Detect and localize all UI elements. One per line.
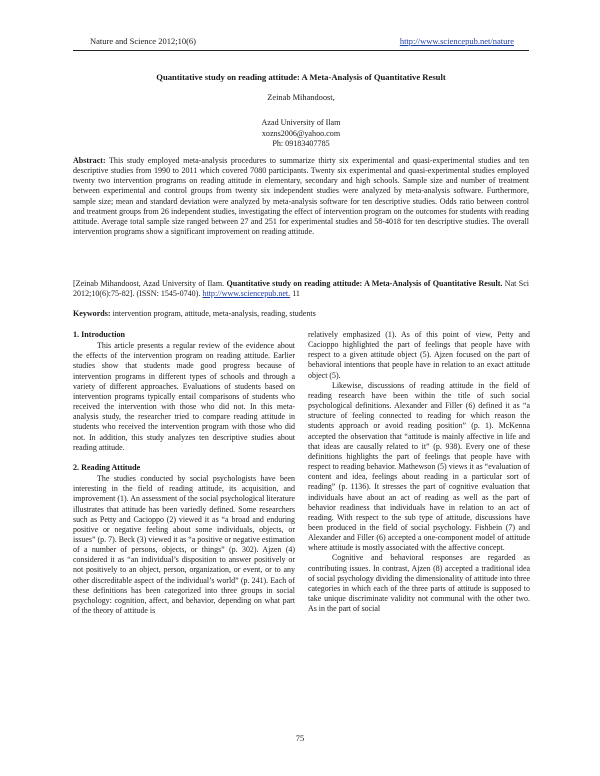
header-divider bbox=[73, 50, 529, 51]
abstract-text: This study employed meta-analysis procedures to summarize thirty six experimental and quasi-experimental studies and ten descriptive studies from 1990 to 2011 which covered 7080 participants. Twenty six experimental and quasi-experimental studies employed twenty two intervention programs on reading attitude in elementary, secondary and high schools. Sample size and number of treatment between experimental and control groups from twenty six independent studies were analyzed by meta-analysis software. Furthermore, sample size; mean and standard deviation were analyzed by meta-analysis software for ten descriptive studies. Odds ratio between control and treatment groups from 26 independent studies, investigating the effect of intervention program on the outcomes for students with reading attitude. Average total sample size ranged between 27 and 251 for experimental studies and 58-4018 for ten descriptive studies. The overall intervention programs show a significant improvement on reading attitude. bbox=[73, 156, 529, 237]
author-name: Zeinab Mihandoost, bbox=[267, 93, 335, 102]
citation-link[interactable]: http://www.sciencepub.net. bbox=[202, 289, 291, 299]
affiliation-email: xozns2006@yahoo.com bbox=[261, 128, 341, 138]
affiliation-university: Azad University of Ilam bbox=[261, 118, 341, 127]
citation-suffix: 11 bbox=[292, 289, 300, 299]
keywords bbox=[73, 309, 529, 318]
affiliation-block bbox=[73, 118, 529, 150]
keywords-label: Keywords: bbox=[73, 309, 111, 318]
affiliation-phone: Ph: 09183407785 bbox=[272, 139, 330, 149]
reading-attitude-heading: 2. Reading Attitude bbox=[73, 462, 141, 472]
page-number: 75 bbox=[295, 733, 305, 743]
right-paragraph-3: Cognitive and behavioral responses are regarded as contributing issues. In contrast, Ajzen (8) accepted a traditional idea of social psychology dividing the dimensionality of attitude into three categories in which each of the three parts of attitude is supposed to take unique discriminate validity not communal with the other two. As in the part of social bbox=[308, 553, 530, 614]
journal-name: Nature and Science 2012;10(6) bbox=[90, 36, 196, 46]
reading-attitude-paragraph: The studies conducted by social psychologists have been interesting in the field of reading attitude, its acquisition, and improvement (1). An assessment of the social psychological literature illustrates that attitude has been variedly defined. Some researchers such as Petty and Cacioppo (2) viewed it as “a broad and enduring positive or negative feeling about some individuals, objects, or issues” (p. 7). Beck (3) viewed it as “a positive or negative estimation of a number of persons, objects, or things” (p. 302). Ajzen (4) considered it as “an individual’s disposition to answer positively or not positively to an object, person, organization, or event, or to any other discreditable aspect of the individual’s world” (p. 241). Each of these definitions has been categorized into three groups in social psychology: cognition, affect, and behavior, depending on what part of the theory of attitude is bbox=[73, 474, 295, 616]
citation bbox=[73, 279, 529, 299]
intro-paragraph: This article presents a regular review of the evidence about the effects of the intervention program on reading attitude. Earlier studies show that students made good progress because of intervention programs in different types of schools and through a variety of different approaches. Evaluations of students based on intervention programs typically entail comparisons of students who received the intervention with those who did not. In this meta-analysis study, the researcher tried to compare reading attitude in students who received the intervention program with those who did not. In addition, this study analyzes ten descriptive studies about reading attitude. bbox=[73, 341, 295, 452]
running-header bbox=[90, 36, 514, 48]
abstract bbox=[73, 156, 529, 237]
citation-title: Quantitative study on reading attitude: A Meta-Analysis of Quantitative Result. bbox=[226, 279, 503, 288]
citation-details: Nat Sci 2012;10(6):75-82]. (ISSN: 1545-0740). bbox=[73, 279, 530, 299]
paper-title: Quantitative study on reading attitude: A Meta-Analysis of Quantitative Result bbox=[156, 72, 446, 82]
abstract-label: Abstract: bbox=[73, 156, 106, 165]
right-paragraph-2: Likewise, discussions of reading attitude in the field of reading research have been within the title of such social psychological definitions. Alexander and Filler (6) defined it as “a structure of feeling connected to reading for which reason the students approach or avoid reading position” (p. 1). McKenna accepted the observation that “attitude is mainly affective in life and that ideas are causally related to it” (p. 938). Every one of these definitions highlights the part of feelings that people have with respect to reading behavior. Mathewson (5) views it as “evaluation of content and idea, feelings about reading in a particular sort of reading” (p. 1136). It stresses the part of cognitive evaluation that individuals have about an act of reading as well as the part of behavior readiness that individuals have in relation to an act of reading. With respect to the sub type of attitude, discussions have been produced in the field of social psychology. Fishbein (7) and Alexander and Filler (6) accepted a one-component model of attitude where attitude is mostly associated with the affective concept. bbox=[308, 380, 530, 553]
journal-url-link[interactable]: http://www.sciencepub.net/nature bbox=[399, 36, 514, 46]
right-column bbox=[308, 330, 530, 614]
keywords-text: intervention program, attitude, meta-analysis, reading, students bbox=[112, 309, 316, 318]
intro-heading: 1. Introduction bbox=[73, 330, 126, 339]
right-paragraph-1: relatively emphasized (1). As of this point of view, Petty and Cacioppo highlighted the part of feelings that people have with respect to a given attitude object (5). Ajzen focused on the part of behavioral intentions that people have in relation to an exact attitude object (5). bbox=[308, 330, 530, 380]
left-column bbox=[73, 330, 295, 616]
citation-prefix: [Zeinab Mihandoost, Azad University of Ilam. bbox=[73, 279, 225, 288]
